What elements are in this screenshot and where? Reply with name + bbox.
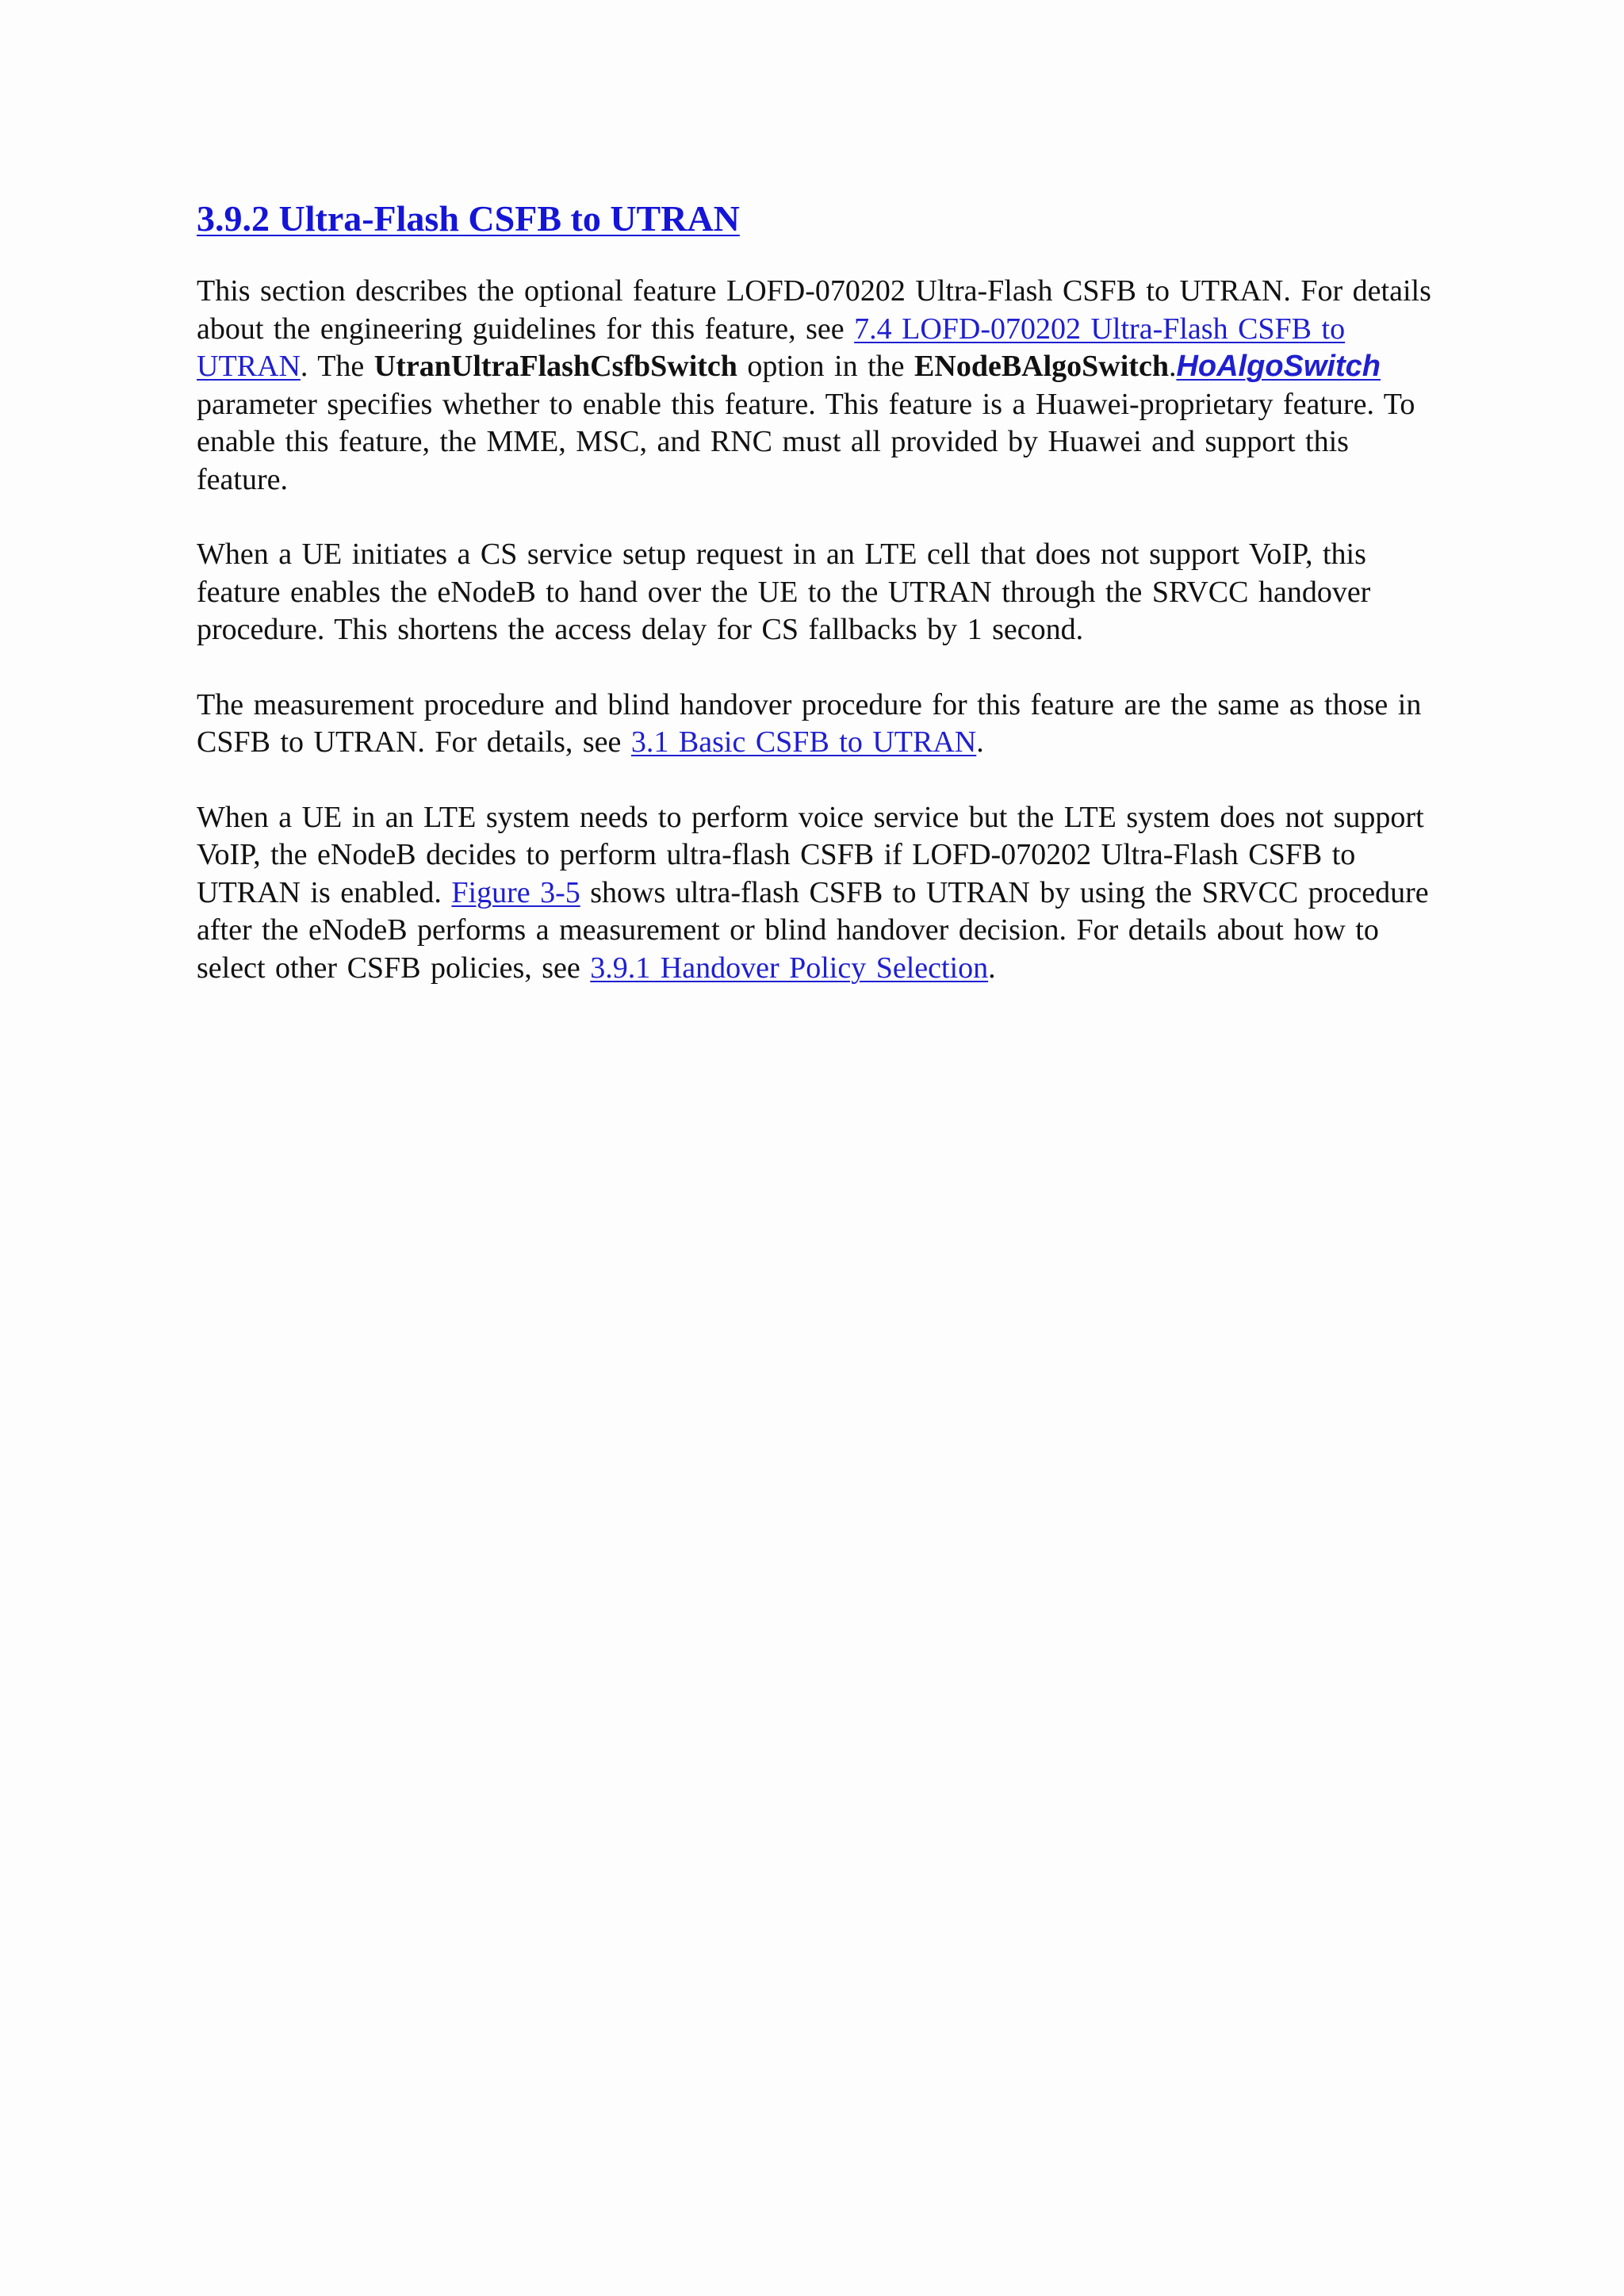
paragraph-feature-benefit [197,536,1434,649]
basic-csfb-link[interactable]: 3.1 Basic CSFB to UTRAN [630,725,977,759]
paragraph1-text-b: . The [300,350,374,383]
document-content [197,197,1434,1024]
paragraph-ultra-flash-decision [197,799,1434,988]
figure-link[interactable]: Figure 3-5 [451,875,580,909]
handover-policy-link[interactable]: 3.9.1 Handover Policy Selection [590,951,989,985]
guidelines-link[interactable]: 7.4 LOFD-070202 Ultra-Flash CSFB to UTRAN [197,312,1346,383]
paragraph1-text-c: option in the [737,350,915,383]
paragraph-feature-description [197,273,1434,499]
paragraph3-text-b: . [976,725,984,759]
paragraph-measurement-procedure [197,687,1434,762]
paragraph1-text-a: This section describes the optional feature LOFD-070202 Ultra-Flash CSFB to UTRAN. For details about the engineering guidelines for this feature, see [197,274,1431,346]
mo-name: ENodeBAlgoSwitch [914,350,1169,383]
section-heading-link[interactable]: 3.9.2 Ultra-Flash CSFB to UTRAN [197,198,740,239]
paragraph2-text: When a UE initiates a CS service setup request in an LTE cell that does not support VoIP, this feature enables the eNodeB to hand over the UE to the UTRAN through the SRVCC handover procedure. This shortens the access delay for CS fallbacks by 1 second. [197,538,1371,646]
paragraph4-text-b: shows ultra-flash CSFB to UTRAN by using the SRVCC procedure after the eNodeB performs a measurement or blind handover decision. For details about how to select other CSFB policies, see [197,875,1429,985]
paragraph1-dot: . [1168,350,1177,383]
paragraph4-text-c: . [988,951,996,985]
paragraph4-text-a: When a UE in an LTE system needs to perform voice service but the LTE system does not support VoIP, the eNodeB decides to perform ultra-flash CSFB if LOFD-070202 Ultra-Flash CSFB to UTRAN is enabled. [197,800,1424,909]
section-heading [197,197,1434,241]
hoalgoswitch-parameter-link[interactable]: HoAlgoSwitch [1176,350,1381,383]
paragraph3-text-a: The measurement procedure and blind handover procedure for this feature are the same as those in CSFB to UTRAN. For details, see [197,687,1422,759]
paragraph1-text-d: parameter specifies whether to enable this feature. This feature is a Huawei-proprietary feature. To enable this feature, the MME, MSC, and RNC must all provided by Huawei and support this feature. [197,387,1415,496]
switch-option-name: UtranUltraFlashCsfbSwitch [373,350,737,383]
